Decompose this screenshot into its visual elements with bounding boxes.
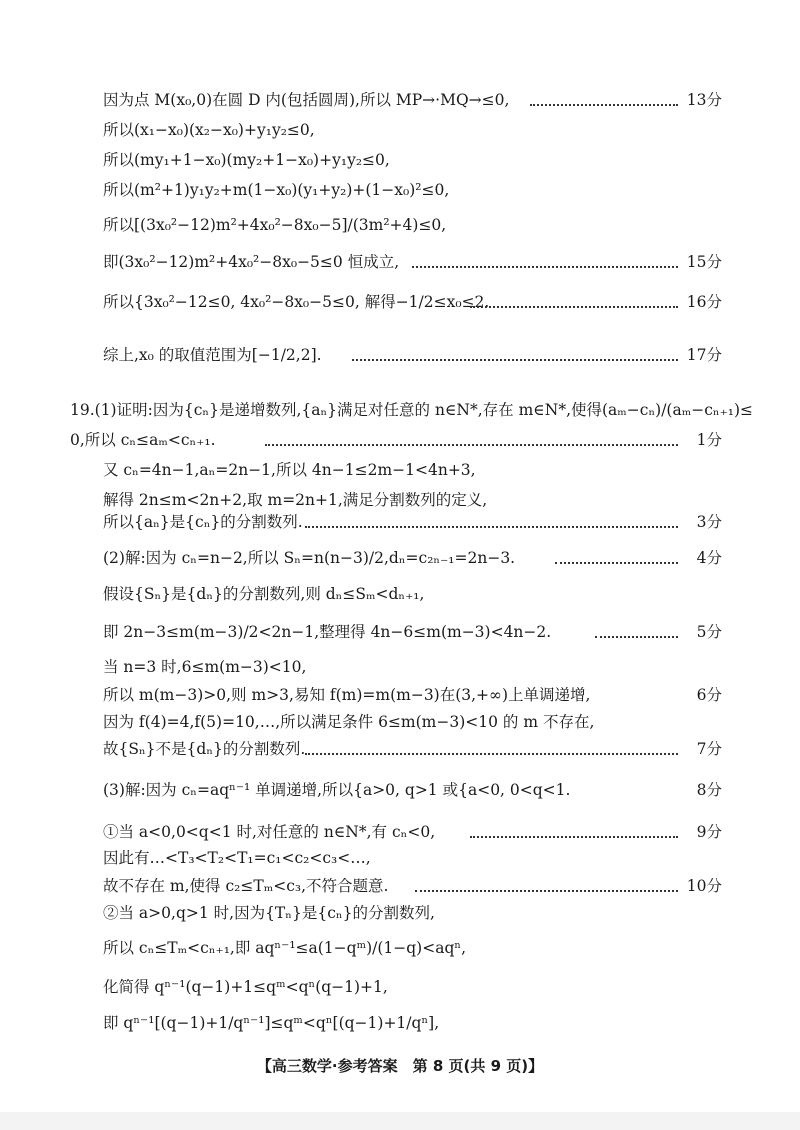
solution-line: 综上,x₀ 的取值范围为[−1/2,2]. (103, 346, 322, 364)
dot-leader (555, 562, 678, 564)
score-mark: 15分 (686, 253, 722, 271)
score-mark: 17分 (686, 346, 722, 364)
score-mark: 6分 (696, 686, 722, 704)
solution-line: 所以(my₁+1−x₀)(my₂+1−x₀)+y₁y₂≤0, (103, 151, 390, 169)
solution-line: ②当 a>0,q>1 时,因为{Tₙ}是{cₙ}的分割数列, (103, 904, 435, 922)
score-mark: 4分 (696, 549, 722, 567)
solution-line: (3)解:因为 cₙ=aqⁿ⁻¹ 单调递增,所以{a>0, q>1 或{a<0, 0<q<1. (103, 781, 571, 799)
solution-line: 即(3x₀²−12)m²+4x₀²−8x₀−5≤0 恒成立, (103, 253, 400, 271)
dot-leader (595, 636, 678, 638)
solution-line: 因此有…<T₃<T₂<T₁=c₁<c₂<c₃<…, (103, 849, 371, 867)
solution-line: 当 n=3 时,6≤m(m−3)<10, (103, 658, 307, 676)
score-mark: 1分 (696, 431, 722, 449)
dot-leader (352, 359, 678, 361)
solution-line: 因为点 M(x₀,0)在圆 D 内(包括圆周),所以 MP→·MQ→≤0, (103, 91, 510, 109)
dot-leader (470, 836, 678, 838)
solution-line: (2)解:因为 cₙ=n−2,所以 Sₙ=n(n−3)/2,dₙ=c₂ₙ₋₁=2n−3. (103, 549, 516, 567)
solution-line: 即 qⁿ⁻¹[(q−1)+1/qⁿ⁻¹]≤qᵐ<qⁿ[(q−1)+1/qⁿ], (103, 1014, 440, 1032)
score-mark: 13分 (686, 91, 722, 109)
page-footer: 【高三数学·参考答案 第 8 页(共 9 页)】 (256, 1057, 544, 1075)
solution-line: 所以 m(m−3)>0,则 m>3,易知 f(m)=m(m−3)在(3,+∞)上单调递增, (103, 686, 591, 704)
score-mark: 8分 (696, 781, 722, 799)
solution-line: 0,所以 cₙ≤aₘ<cₙ₊₁. (70, 431, 216, 449)
dot-leader (265, 444, 678, 446)
dot-leader (530, 104, 678, 106)
score-mark: 16分 (686, 293, 722, 311)
solution-line: 即 2n−3≤m(m−3)/2<2n−1,整理得 4n−6≤m(m−3)<4n−2. (103, 623, 552, 641)
solution-line: 化简得 qⁿ⁻¹(q−1)+1≤qᵐ<qⁿ(q−1)+1, (103, 978, 388, 996)
score-mark: 3分 (696, 513, 722, 531)
dot-leader (412, 266, 678, 268)
page-edge (0, 1112, 800, 1130)
solution-line: 因为 f(4)=4,f(5)=10,…,所以满足条件 6≤m(m−3)<10 的 m 不存在, (103, 713, 595, 731)
solution-line: 所以 cₙ≤Tₘ<cₙ₊₁,即 aqⁿ⁻¹≤a(1−qᵐ)/(1−q)<aqⁿ, (103, 939, 467, 957)
solution-line: 解得 2n≤m<2n+2,取 m=2n+1,满足分割数列的定义, (103, 491, 488, 509)
solution-line: 所以[(3x₀²−12)m²+4x₀²−8x₀−5]/(3m²+4)≤0, (103, 216, 447, 234)
dot-leader (415, 890, 678, 892)
solution-line: 故{Sₙ}不是{dₙ}的分割数列. (103, 740, 306, 758)
solution-line: 所以(x₁−x₀)(x₂−x₀)+y₁y₂≤0, (103, 121, 315, 139)
score-mark: 5分 (696, 623, 722, 641)
solution-line: ①当 a<0,0<q<1 时,对任意的 n∈N*,有 cₙ<0, (103, 823, 436, 841)
solution-line: 所以{aₙ}是{cₙ}的分割数列. (103, 513, 303, 531)
solution-line: 所以(m²+1)y₁y₂+m(1−x₀)(y₁+y₂)+(1−x₀)²≤0, (103, 181, 450, 199)
score-mark: 9分 (696, 823, 722, 841)
dot-leader (470, 306, 678, 308)
solution-line: 又 cₙ=4n−1,aₙ=2n−1,所以 4n−1≤2m−1<4n+3, (103, 461, 476, 479)
dot-leader (305, 753, 678, 755)
score-mark: 7分 (696, 740, 722, 758)
score-mark: 10分 (686, 877, 722, 895)
solution-line: 所以{3x₀²−12≤0, 4x₀²−8x₀−5≤0, 解得−1/2≤x₀≤2. (103, 293, 490, 311)
question-19-line: 19.(1)证明:因为{cₙ}是递增数列,{aₙ}满足对任意的 n∈N*,存在 m∈N*,使得(aₘ−cₙ)/(aₘ−cₙ₊₁)≤ (70, 401, 754, 419)
solution-line: 假设{Sₙ}是{dₙ}的分割数列,则 dₙ≤Sₘ<dₙ₊₁, (103, 585, 425, 603)
dot-leader (305, 526, 678, 528)
solution-line: 故不存在 m,使得 c₂≤Tₘ<c₃,不符合题意. (103, 877, 389, 895)
